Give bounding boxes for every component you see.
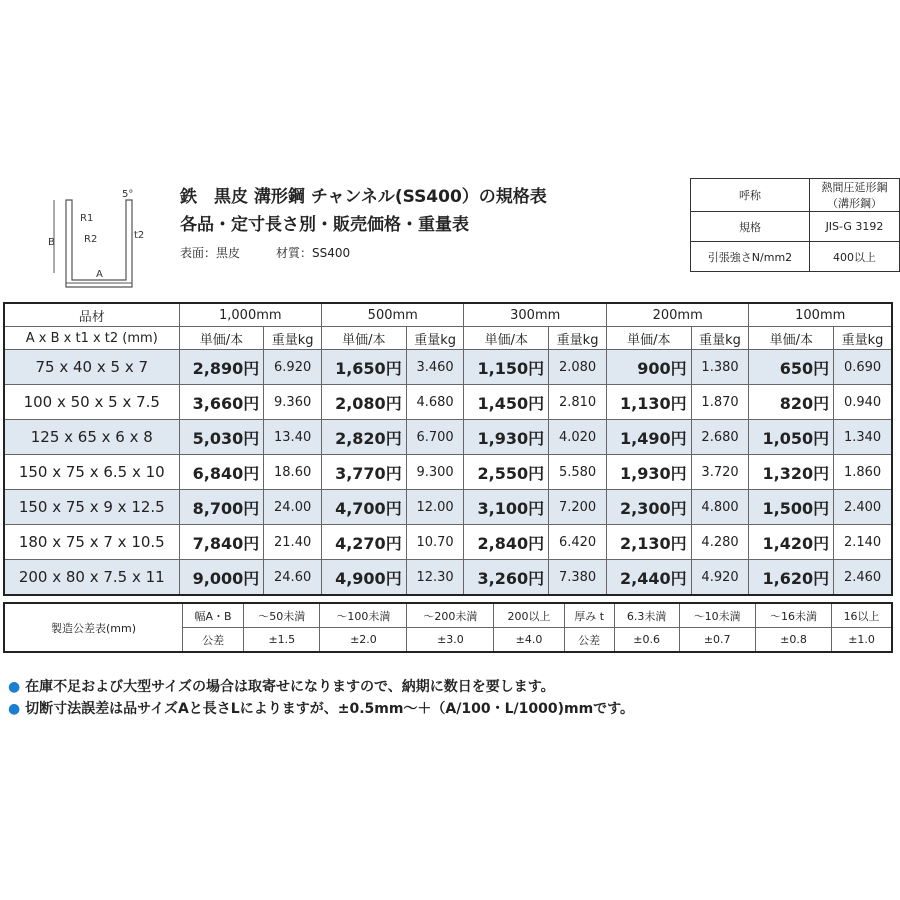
channel-cross-section-diagram	[40, 185, 160, 295]
svg-text:5°: 5°	[122, 189, 134, 200]
length-header: 500mm	[322, 303, 464, 327]
weight-cell: 3.460	[406, 350, 464, 385]
length-header: 1,000mm	[179, 303, 321, 327]
weight-cell: 1.340	[834, 420, 892, 455]
svg-text:t2: t2	[134, 230, 145, 241]
page-subtitle: 各品・定寸長さ別・販売価格・重量表	[180, 215, 469, 235]
tolerance-value: ±3.0	[407, 628, 494, 653]
price-cell: 2,080円	[322, 385, 407, 420]
price-cell: 1,930円	[464, 420, 549, 455]
svg-text:R2: R2	[84, 234, 98, 245]
table-row	[4, 350, 892, 385]
page-title: 鉄 黒皮 溝形鋼 チャンネル(SS400）の規格表	[180, 187, 547, 207]
size-cell: 100 x 50 x 5 x 7.5	[4, 385, 179, 420]
weight-cell: 24.60	[264, 560, 322, 596]
tolerance-range: ～100未満	[320, 603, 407, 628]
spec-value: 熱間圧延形鋼（溝形鋼）	[809, 179, 899, 212]
price-cell: 2,890円	[179, 350, 264, 385]
tolerance-range: ～16未満	[755, 603, 831, 628]
tolerance-value: ±1.0	[832, 628, 892, 653]
bullet-icon: ●	[8, 679, 21, 695]
note-stock	[8, 676, 555, 696]
length-header: 100mm	[749, 303, 892, 327]
price-cell: 650円	[749, 350, 834, 385]
svg-text:A: A	[96, 269, 103, 280]
tolerance-value: ±1.5	[244, 628, 320, 653]
weight-cell: 2.810	[549, 385, 607, 420]
size-cell: 125 x 65 x 6 x 8	[4, 420, 179, 455]
price-cell: 4,270円	[322, 525, 407, 560]
spec-label: 規格	[691, 212, 810, 242]
spec-label: 引張強さN/mm2	[691, 242, 810, 272]
price-cell: 7,840円	[179, 525, 264, 560]
weight-header: 重量kg	[406, 327, 464, 350]
col-sub: A x B x t1 x t2 (mm)	[4, 327, 179, 350]
spec-table	[690, 178, 900, 272]
tolerance-value: ±2.0	[320, 628, 407, 653]
weight-cell: 2.680	[691, 420, 749, 455]
length-header: 200mm	[606, 303, 748, 327]
tolerance-title: 製造公差表(mm)	[4, 603, 183, 652]
weight-header: 重量kg	[834, 327, 892, 350]
price-cell: 2,550円	[464, 455, 549, 490]
table-row	[4, 420, 892, 455]
weight-cell: 12.30	[406, 560, 464, 596]
size-cell: 75 x 40 x 5 x 7	[4, 350, 179, 385]
weight-cell: 1.860	[834, 455, 892, 490]
price-cell: 1,650円	[322, 350, 407, 385]
tolerance-value: ±0.7	[679, 628, 755, 653]
tolerance-range: ～10未満	[679, 603, 755, 628]
weight-cell: 0.690	[834, 350, 892, 385]
weight-cell: 4.800	[691, 490, 749, 525]
tolerance-range: ～200未満	[407, 603, 494, 628]
tolerance-range: 200以上	[494, 603, 564, 628]
price-cell: 3,100円	[464, 490, 549, 525]
spec-value: JIS-G 3192	[809, 212, 899, 242]
price-cell: 4,900円	[322, 560, 407, 596]
price-cell: 6,840円	[179, 455, 264, 490]
size-cell: 180 x 75 x 7 x 10.5	[4, 525, 179, 560]
tolerance-range: 6.3未満	[614, 603, 679, 628]
spec-value: 400以上	[809, 242, 899, 272]
tolerance-range: ～50未満	[244, 603, 320, 628]
price-header: 単価/本	[606, 327, 691, 350]
surface-label: 表面：黒皮	[180, 246, 241, 260]
price-cell: 2,130円	[606, 525, 691, 560]
table-row	[4, 490, 892, 525]
tolerance-value: ±4.0	[494, 628, 564, 653]
price-cell: 5,030円	[179, 420, 264, 455]
bullet-icon: ●	[8, 701, 21, 717]
price-cell: 2,840円	[464, 525, 549, 560]
weight-header: 重量kg	[691, 327, 749, 350]
price-cell: 9,000円	[179, 560, 264, 596]
weight-cell: 9.360	[264, 385, 322, 420]
weight-cell: 4.680	[406, 385, 464, 420]
price-cell: 3,770円	[322, 455, 407, 490]
svg-text:R1: R1	[80, 213, 94, 224]
tolerance-range: 厚み t	[564, 603, 614, 628]
tolerance-table	[3, 602, 893, 653]
weight-cell: 9.300	[406, 455, 464, 490]
price-weight-table	[3, 302, 893, 596]
weight-cell: 6.920	[264, 350, 322, 385]
weight-cell: 4.920	[691, 560, 749, 596]
price-cell: 3,660円	[179, 385, 264, 420]
weight-cell: 18.60	[264, 455, 322, 490]
price-cell: 1,490円	[606, 420, 691, 455]
note-text: 在庫不足および大型サイズの場合は取寄せになりますので、納期に数日を要します。	[25, 679, 555, 695]
tolerance-value: 公差	[183, 628, 244, 653]
price-cell: 820円	[749, 385, 834, 420]
tolerance-value: 公差	[564, 628, 614, 653]
table-row	[4, 385, 892, 420]
weight-header: 重量kg	[549, 327, 607, 350]
tolerance-value: ±0.8	[755, 628, 831, 653]
price-header: 単価/本	[179, 327, 264, 350]
note-cut-tolerance	[8, 698, 634, 718]
tolerance-value: ±0.6	[614, 628, 679, 653]
weight-cell: 13.40	[264, 420, 322, 455]
table-row	[4, 525, 892, 560]
price-cell: 1,130円	[606, 385, 691, 420]
weight-cell: 24.00	[264, 490, 322, 525]
price-cell: 8,700円	[179, 490, 264, 525]
weight-cell: 7.200	[549, 490, 607, 525]
tolerance-range: 幅A・B	[183, 603, 244, 628]
price-cell: 2,440円	[606, 560, 691, 596]
spec-label: 呼称	[691, 179, 810, 212]
weight-cell: 4.020	[549, 420, 607, 455]
price-header: 単価/本	[322, 327, 407, 350]
price-cell: 2,300円	[606, 490, 691, 525]
weight-cell: 5.580	[549, 455, 607, 490]
weight-cell: 2.140	[834, 525, 892, 560]
weight-cell: 2.080	[549, 350, 607, 385]
weight-cell: 2.460	[834, 560, 892, 596]
size-cell: 150 x 75 x 9 x 12.5	[4, 490, 179, 525]
tolerance-range: 16以上	[832, 603, 892, 628]
weight-cell: 21.40	[264, 525, 322, 560]
col-title: 品材	[4, 303, 179, 327]
price-cell: 1,620円	[749, 560, 834, 596]
weight-cell: 12.00	[406, 490, 464, 525]
price-cell: 1,050円	[749, 420, 834, 455]
price-cell: 1,320円	[749, 455, 834, 490]
weight-cell: 6.420	[549, 525, 607, 560]
price-cell: 2,820円	[322, 420, 407, 455]
table-row	[4, 455, 892, 490]
weight-cell: 3.720	[691, 455, 749, 490]
weight-cell: 0.940	[834, 385, 892, 420]
svg-text:B: B	[48, 237, 55, 248]
weight-cell: 10.70	[406, 525, 464, 560]
weight-cell: 7.380	[549, 560, 607, 596]
material-label: 材質：SS400	[276, 246, 351, 260]
price-cell: 1,500円	[749, 490, 834, 525]
price-cell: 1,150円	[464, 350, 549, 385]
price-cell: 1,420円	[749, 525, 834, 560]
weight-header: 重量kg	[264, 327, 322, 350]
weight-cell: 1.380	[691, 350, 749, 385]
price-cell: 3,260円	[464, 560, 549, 596]
size-cell: 150 x 75 x 6.5 x 10	[4, 455, 179, 490]
price-header: 単価/本	[749, 327, 834, 350]
table-row	[4, 560, 892, 596]
price-cell: 4,700円	[322, 490, 407, 525]
price-cell: 1,450円	[464, 385, 549, 420]
weight-cell: 4.280	[691, 525, 749, 560]
price-header: 単価/本	[464, 327, 549, 350]
size-cell: 200 x 80 x 7.5 x 11	[4, 560, 179, 596]
price-cell: 1,930円	[606, 455, 691, 490]
length-header: 300mm	[464, 303, 606, 327]
weight-cell: 6.700	[406, 420, 464, 455]
note-text: 切断寸法誤差は品サイズAと長さLによりますが、±0.5mm～＋（A/100・L/1000)mmです。	[25, 701, 635, 717]
material-info	[180, 244, 386, 261]
price-cell: 900円	[606, 350, 691, 385]
weight-cell: 1.870	[691, 385, 749, 420]
weight-cell: 2.400	[834, 490, 892, 525]
